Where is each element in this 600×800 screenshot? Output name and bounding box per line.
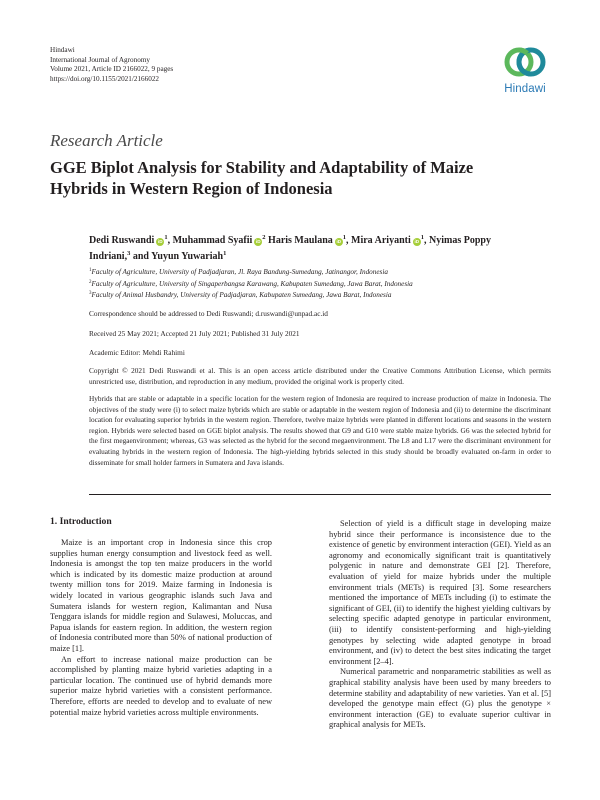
author [351,235,424,246]
affiliation-marker: 2 [262,234,266,241]
orcid-icon[interactable]: iD [256,239,261,244]
hindawi-logo-icon [503,42,547,82]
author [133,251,226,262]
affiliation-2: $^2$Faculty of Agriculture, University of Singaperbangsa Karawang, Kabupaten Sumedang, Jawa Barat, Indonesia [89,279,413,288]
affiliation-marker: 1 [342,234,347,241]
publisher-name: Hindawi [50,46,75,54]
orcid-icon[interactable]: iD [414,239,420,244]
orcid-icon[interactable]: iD [158,239,163,244]
author-name: Mira Ariyanti [351,235,411,246]
section-divider [89,494,551,495]
orcid-icon[interactable]: iD [336,239,342,244]
author [173,235,266,246]
paragraph: Maize is an important crop in Indonesia since this crop supplies human energy consumption and livestock feed as well. Indonesia is amongst the top ten maize producers in the world which is indicated by its domestic maize production at around twenty million tons for 2019. Maize farming in Indonesia is widely located in various geographic islands such Java and Sumatera islands for western region, Kalimantan and Nusa Tenggara islands for middle region and Sulawesi, Moluccas, and Papua islands for eastern region. In addition, the western region of Indonesia contributed more than 50% of national production of maize [1]. [50,538,272,653]
academic-editor: Academic Editor: Mehdi Rahimi [89,348,185,357]
copyright-notice: Copyright © 2021 Dedi Ruswandi et al. This is an open access article distributed under the Creative Commons Attribution License, which permits unrestricted use, distribution, and reproduction in any medium, provided the original work is properly cited. [89,366,551,386]
author [89,235,168,246]
journal-name: International Journal of Agronomy [50,55,151,64]
journal-meta [50,46,173,84]
left-column [50,516,272,718]
affiliation-3: $^3$Faculty of Animal Husbandry, University of Padjadjaran, Kabupaten Sumedang, Jawa Barat, Indonesia [89,291,392,300]
paragraph: Numerical parametric and nonparametric stabilities as well as graphical stability analysis have been used by many breeders to determine stability and adaptability of new varieties. Yan et al. [5] developed the genotype main effect (G) plus the genotype × environment interaction (GE) to evaluate superior cultivar in graphical analysis for METs. [329,667,551,730]
author-name: Haris Maulana [268,235,333,246]
author-name: and Yuyun Yuwariah [132,250,224,262]
affiliation-marker: 1 [164,234,168,241]
author-name: Dedi Ruswandi [89,235,155,246]
affiliation-marker: 1 [420,234,424,241]
right-column [329,519,551,731]
hindawi-logo [494,42,556,106]
article-type: Research Article [50,131,163,150]
author-name: Nyimas Poppy Indriani, [89,235,491,262]
abstract: Hybrids that are stable or adaptable in a specific location for the western region of Indonesia are required to increase production of maize in Indonesia. The objectives of the study were (i) to select maize hybrids which are stable or adaptable in the western region of Indonesia and (ii) to determine the discriminant location for evaluating superior hybrids in the western region. Therefore, twelve maize hybrids were planted in different locations and seasons in the western region. Hybrids were selected based on GGE biplot analysis. The results showed that G9 and G10 were stable maize hybrids. G6 was the selected hybrid for the first megaenvironment; whereas, G3 was selected as the hybrid for the second megaenvironment. The L8 and L17 were the discriminant environment for evaluating hybrids in the western region of Indonesia. The high-yielding hybrids selected in this study should be broadly evaluated on-farm in order to disseminate for small holder farmers in Sumatera and Java islands. [89,394,551,467]
paragraph: Selection of yield is a difficult stage in developing maize hybrid since their performance is inconsistence due to the existence of genetic by environment interaction (GEI). Yield as an agronomy and economically significant trait is quantitatively polygenic in nature and demonstrate GEI [2]. Therefore, evaluation of yield for maize hybrids under the multiple environment trials (METs) is required [3]. Some researchers mentioned the importance of METs including (i) to estimate the significant of GEI, (ii) to identify the highest yielding cultivars by selecting specific adapted genotype in particular environment, (iii) to identify consistent-performing and high-yielding genotypes by selecting wide adapted genotype in broad environment, and (iv) to detect the best sites indicating the target environment [2–4]. [329,519,552,666]
article-title: GGE Biplot Analysis for Stability and Adaptability of Maize Hybrids in Western Region of Indonesia [50,158,474,198]
author [268,235,346,246]
doi-link[interactable]: https://doi.org/10.1155/2021/2166022 [50,74,160,83]
section-heading-introduction: 1. Introduction [50,516,112,527]
correspondence: Correspondence should be addressed to Dedi Ruswandi; d.ruswandi@unpad.ac.id [89,309,328,318]
volume-info: Volume 2021, Article ID 2166022, 9 pages [50,65,174,74]
affiliation-1: $^1$Faculty of Agriculture, University of Padjadjaran, Jl. Raya Bandung-Sumedang, Jatinangor, Indonesia [89,268,388,276]
affiliation-marker: 3 [127,249,131,257]
author-list: Dedi Ruswandi $iD^1$, Muhammad Syafii $iD^2$ Haris Maulana $iD^1$, Mira Ariyanti $iD^1$, Nyimas Poppy Indriani,$^3$ and Yuyun Yuwariah$^1$ [89,234,491,262]
article-dates: Received 25 May 2021; Accepted 21 July 2021; Published 31 July 2021 [89,329,300,338]
paragraph: An effort to increase national maize production can be accomplished by planting maize hybrid varieties adapting in a particular location. The continued use of hybrid demands more superior maize hybrid varieties with a consistent performance. Therefore, efforts are needed to develop and to evaluate of new potential maize hybrid varieties across multiple environments. [50,654,272,717]
affiliation-marker: 1 [223,249,227,257]
logo-wordmark: Hindawi [504,83,546,95]
author-name: Muhammad Syafii [172,235,253,246]
affiliations [89,267,413,302]
